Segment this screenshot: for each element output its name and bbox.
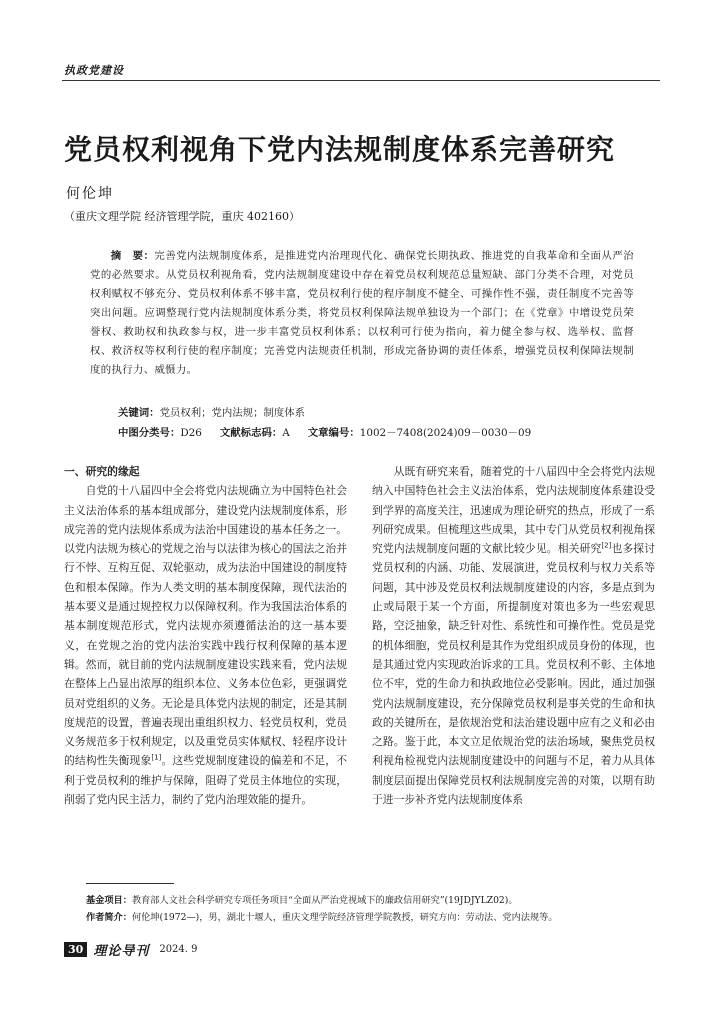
body-paragraph: [372, 462, 655, 809]
citation-ref: [2]: [601, 541, 612, 550]
keywords-label: 关键词：: [118, 407, 160, 419]
article-title: 党员权利视角下党内法规制度体系完善研究: [64, 133, 616, 166]
abstract: [90, 247, 634, 380]
doc-code-label: 文献标志码：: [219, 427, 283, 439]
fund-footnote: [86, 892, 660, 906]
journal-name: 理论导刊: [93, 943, 150, 959]
clc-value: D26: [180, 427, 202, 439]
journal-issue: 2024. 9: [159, 943, 198, 955]
keywords-value: 党员权利；党内法规；制度体系: [159, 407, 306, 419]
citation-ref: [1]: [151, 753, 162, 762]
page-number: 30: [64, 942, 87, 957]
section-header: 执政党建设: [64, 64, 124, 77]
page-footer: [64, 940, 198, 958]
abstract-label: 摘 要：: [110, 250, 155, 262]
keywords: [118, 404, 305, 419]
classification-line: [118, 424, 531, 439]
section-heading: 一、研究的缘起: [64, 465, 140, 478]
author-affiliation: （重庆文理学院 经济管理学院，重庆 402160）: [64, 210, 300, 223]
article-number-value: 1002－7408(2024)09－0030－09: [359, 427, 532, 439]
body-paragraph: [64, 481, 347, 809]
author-bio-label: 作者简介：: [86, 912, 132, 923]
fund-label: 基金项目：: [86, 895, 132, 906]
paragraph-text: 也多探讨党员权利的内涵、功能、发展演进，党员权利与权力关系等问题，其中涉及党员权利法规制度建设的内容，多是点到为止或局限于某一个方面，所提制度对策也多为一些宏观思路，空泛抽象，缺乏针对性、系统性和可操作性。党员是党的机体细胞，党员权利是其作为党组织成员身份的体现，也是其通过党内实现政治诉求的工具。党员权利不彰、主体地位不牢，党的生命力和执政地位必受影响。因此，通过加强党内法规制度建设，充分保障党员权利是事关党的生命和执政的关键所在，是依规治党和法治建设题中应有之义和必由之路。鉴于此，本文立足依规治党的法治场域，聚焦党员权利视角检视党内法规制度建设中的问题与不足，着力从具体制度层面提出保障党员权利法规制度完善的对策，以期有助于进一步补齐党内法规制度体系: [372, 542, 656, 807]
fund-text: 教育部人文社会科学研究专项任务项目“全面从严治党视域下的廉政信用研究”(19JDJYLZ02)。: [131, 895, 518, 906]
author-bio-text: 何伦坤(1972—)，男，湖北十堰人，重庆文理学院经济管理学院教授，研究方向：劳动法、党内法规等。: [131, 912, 558, 923]
body-column-right: [372, 462, 655, 809]
doc-code-value: A: [282, 427, 290, 439]
footnote-rule: [86, 883, 174, 884]
article-number-label: 文章编号：: [307, 427, 360, 439]
abstract-text: 完善党内法规制度体系，是推进党内治理现代化、确保党长期执政、推进党的自我革命和全面从严治党的必然要求。从党员权利视角看，党内法规制度建设中存在着党员权利规范总量短缺、部门分类不合理，对党员权利赋权不够充分、党员权利体系不够丰富，党员权利行使的程序制度不健全、可操作性不强，责任制度不完善等突出问题。应调整现行党内法规制度体系分类，将党员权利保障法规单独设为一个部门；在《党章》中增设党员荣誉权、救助权和执政参与权，进一步丰富党员权利体系；以权利可行使为指向，着力健全参与权、选举权、监督权、救济权等权利行使的程序制度；完善党内法规责任机制，形成完备协调的责任体系，增强党员权利保障法规制度的执行力、威慑力。: [90, 250, 634, 376]
clc-label: 中图分类号：: [118, 427, 181, 439]
paragraph-text: 自党的十八届四中全会将党内法规确立为中国特色社会主义法治体系的基本组成部分，建设党内法规制度体系，形成完善的党内法规体系成为法治中国建设的基本任务之一。以党内法规为核心的党规之治与以法律为核心的国法之治并行不悖、互构互促、双轮驱动，成为法治中国建设的制度特色和根本保障。作为人类文明的基本制度保障，现代法治的基本要义是通过规控权力以保障权利。作为我国法治体系的基本制度规范形式，党内法规亦须遵循法治的这一基本要义，在党规之治的党内法治实践中践行权利保障的基本逻辑。然而，就目前的党内法规制度建设实践来看，党内法规在整体上凸显出浓厚的组织本位、义务本位色彩，更强调党员对党组织的义务。无论是具体党内法规的制定，还是其制度规范的设置，普遍表现出重组织权力、轻党员权利，党员义务规范多于权利规定，以及重党员实体赋权、轻程序设计的结构性失衡现象: [64, 484, 347, 768]
author-footnote: [86, 909, 660, 923]
paragraph-text: 。这些党规制度建设的偏差和不足，不利于党员权利的维护与保障，阻碍了党员主体地位的实现，削弱了党内民主活力，制约了党内治理效能的提升。: [64, 754, 348, 807]
paragraph-text: 从既有研究来看，随着党的十八届四中全会将党内法规纳入中国特色社会主义法治体系，党内法规制度体系建设受到学界的高度关注，迅速成为理论研究的热点，形成了一系列研究成果。但梳理这些成果，其中专门从党员权利视角探究党内法规制度问题的文献比较少见。相关研究: [372, 465, 655, 556]
header-rule: [62, 80, 660, 81]
author-name: 何伦坤: [66, 186, 114, 202]
body-column-left: [64, 462, 347, 809]
